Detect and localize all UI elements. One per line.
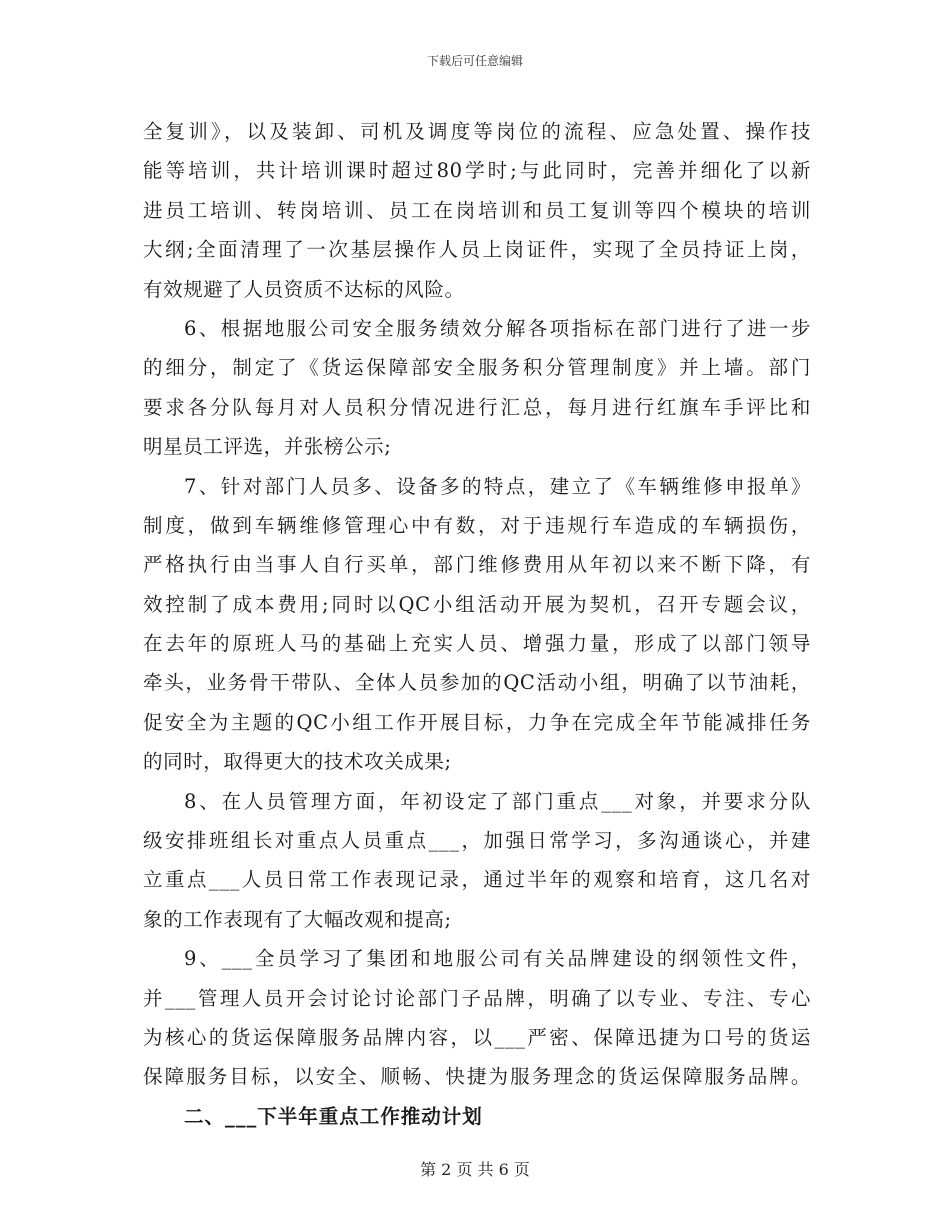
text-line: 为核心的货运保障服务品牌内容，以___严密、保障迅捷为口号的货运 bbox=[143, 1025, 811, 1049]
text-line: 能等培训，共计培训课时超过80学时;与此同时，完善并细化了以新 bbox=[143, 159, 811, 183]
text-line: 级安排班组长对重点人员重点___，加强日常学习，多沟通谈心，并建 bbox=[143, 829, 811, 853]
paragraph-6-start: 6、根据地服公司安全服务绩效分解各项指标在部门进行了进一步 bbox=[184, 316, 811, 340]
text-line: 严格执行由当事人自行买单，部门维修费用从年初以来不断下降，有 bbox=[143, 553, 811, 577]
text-line: 效控制了成本费用;同时以QC小组活动开展为契机，召开专题会议， bbox=[143, 592, 811, 616]
paragraph-7-start: 7、针对部门人员多、设备多的特点，建立了《车辆维修申报单》 bbox=[184, 474, 811, 498]
paragraph-8-start: 8、在人员管理方面，年初设定了部门重点___对象，并要求分队 bbox=[184, 789, 811, 813]
text-line: 象的工作表现有了大幅改观和提高; bbox=[143, 907, 452, 931]
section-heading: 二、___下半年重点工作推动计划 bbox=[184, 1104, 483, 1128]
document-body bbox=[143, 112, 811, 1136]
page-number: 第 2 页 共 6 页 bbox=[420, 1160, 530, 1179]
text-line: 明星员工评选，并张榜公示; bbox=[143, 435, 392, 459]
text-line: 进员工培训、转岗培训、员工在岗培训和员工复训等四个模块的培训 bbox=[143, 198, 811, 222]
paragraph-9-start: 9、___全员学习了集团和地服公司有关品牌建设的纲领性文件， bbox=[184, 947, 811, 971]
text-line: 有效规避了人员资质不达标的风险。 bbox=[143, 277, 465, 301]
text-line: 的同时，取得更大的技术攻关成果; bbox=[143, 750, 452, 774]
text-line: 要求各分队每月对人员积分情况进行汇总，每月进行红旗车手评比和 bbox=[143, 395, 811, 419]
text-line: 牵头，业务骨干带队、全体人员参加的QC活动小组，明确了以节油耗， bbox=[143, 671, 811, 695]
text-line: 立重点___人员日常工作表现记录，通过半年的观察和培育，这几名对 bbox=[143, 868, 811, 892]
text-line: 大纲;全面清理了一次基层操作人员上岗证件，实现了全员持证上岗， bbox=[143, 238, 811, 262]
text-line: 全复训》，以及装卸、司机及调度等岗位的流程、应急处置、操作技 bbox=[143, 120, 811, 143]
text-line: 并___管理人员开会讨论讨论部门子品牌，明确了以专业、专注、专心 bbox=[143, 986, 811, 1010]
text-line: 促安全为主题的QC小组工作开展目标，力争在完成全年节能减排任务 bbox=[143, 710, 811, 734]
text-line: 在去年的原班人马的基础上充实人员、增强力量，形成了以部门领导 bbox=[143, 632, 811, 656]
page-header: 下载后可任意编辑 bbox=[426, 54, 523, 68]
text-line: 制度，做到车辆维修管理心中有数，对于违规行车造成的车辆损伤， bbox=[143, 513, 811, 537]
text-line: 的细分，制定了《货运保障部安全服务积分管理制度》并上墙。部门 bbox=[143, 356, 811, 380]
text-line: 保障服务目标，以安全、顺畅、快捷为服务理念的货运保障服务品牌。 bbox=[143, 1065, 811, 1089]
